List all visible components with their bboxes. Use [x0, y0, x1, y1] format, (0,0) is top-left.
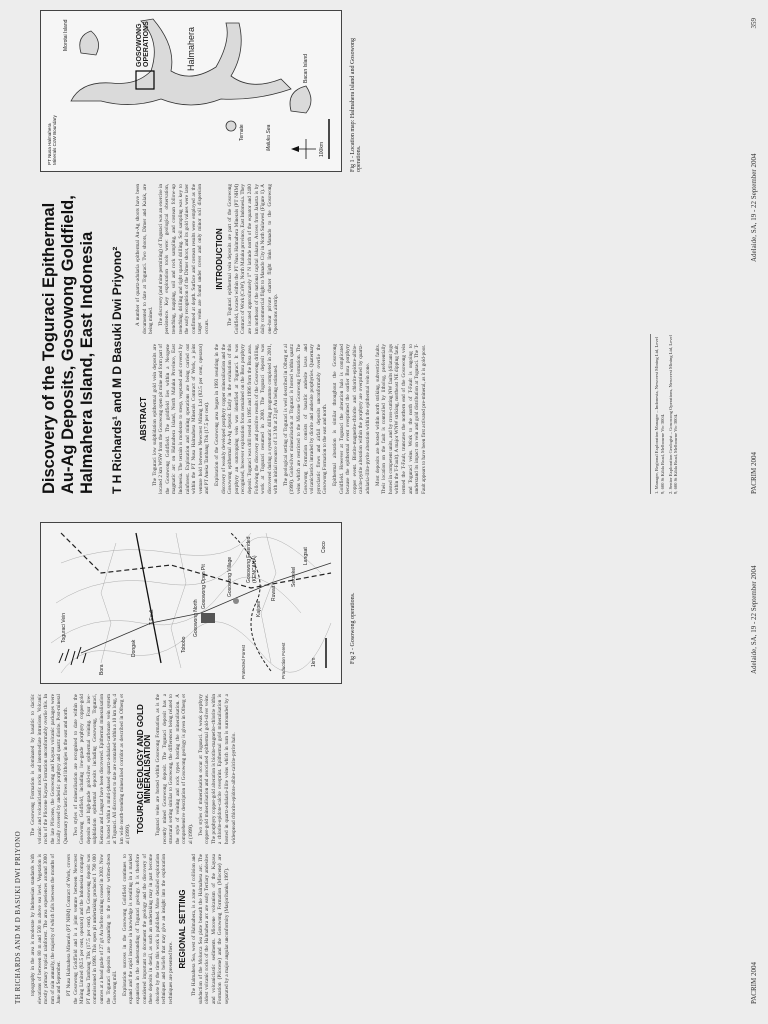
paragraph: Exploration of the Gosowong area began in 1993 resulting in the discovery of weakly developed porphyry copper mineralisation and the Gosowong epithermal Au-Ag deposit. Early in the evaluation of this porphyry an outcropping vein was identified at Toguraci. It was recognised, however exploration focus remained on the Bora porphyry deposit. Toguraci was drill tested in 1995 and 1996 from the Bora area. Following the discovery and positive results of the Gosowong drilling, work at Toguraci resumed in 2000. The Toguraci deposit was discovered during a systematic drilling programme completed in 2001, with an initial resource of 1.3 Mt at 23 g/t Au being estimated.: [213, 344, 280, 494]
footnotes: [650, 334, 681, 494]
map-label-toguraci: Toguraci Vein: [61, 612, 67, 643]
footer-pacrim: PACRIM 2004: [750, 962, 758, 1004]
map-label-t-fault: T Fault: [149, 609, 155, 625]
map-label-bacan: Bacan Island: [303, 54, 309, 83]
paragraph: The Gosowong Formation is dominated by basaltic to dacitic volcanic and volcaniclastic rocks and intermediate intrusions. Volcanic rocks of the Pliocene Kayasa Formation unconformably overlie this. In the late Pliocene, the Gosowong and Kayasa volcanic packages were locally covered by andesitic porphyry and quartz diorite. Post-mineral Quaternary pyroclastic flows and lithologies in the east and north.: [30, 694, 69, 844]
footnote: 1. Manager, Regional Exploration Manager – Indonesia, Newcrest Mining Ltd, Level 9, 600 St Kilda Road, Melbourne Vic 3004.: [654, 337, 665, 494]
paragraph: Two styles of mineralisation occur at Toguraci. A weak porphyry copper-gold mineralisation and associated epithermal gold-silver veins. The porphyry copper-gold alteration is biotite-magnetite-chlorite within a chlorite-epidote-calcite overprint. Epithermal gold mineralisation is hosted in quartz-adularia-illite veins which in turn is surrounded by a widespread chlorite-epidote-albite-calcite-pyrite halo.: [197, 694, 237, 844]
map-label-langsat: Langsat: [303, 547, 309, 565]
right-column-2: [135, 184, 283, 334]
figure-1-location-map: [40, 10, 342, 172]
map-label-gosowong-extended: Gosowong Extended (KENCANA): [246, 536, 258, 583]
paragraph: A number of quartz-adularia epithermal Au-Ag shoots have been documented to date at Toguraci. Two shoots, Dimer and Kalak, are being mined.: [135, 184, 155, 334]
map-legend-cow: PT Nusa Halmahera Minerals CoW Boundary: [47, 115, 57, 165]
map-label-morotai: Morotai Island: [63, 19, 69, 51]
figure-2-caption: Fig 2 - Gosowong operations.: [350, 592, 356, 664]
map-label-gosowong-village: Gosowong Village: [227, 556, 233, 597]
map-label-dongak: Dongak: [131, 639, 137, 657]
paragraph: The discovery (and mine permitting) of Toguraci was an exercise in persistence. Key exploration tools were: geological observation, trenching, mapping, soil and rock sampling, and costean follow-up trenching, drilling and tight spaced drilling. Soil sampling was key to the early recognition of the Dimer shoot, and its gold values were later confirmed at depth. Surface and costean results were employed as the target veins are found under cover and only minor soil dispersion occurs.: [157, 184, 210, 334]
section-heading: INTRODUCTION: [214, 228, 224, 290]
paragraph: Epithermal alteration is similar throughout the Gosowong Goldfield. However at Toguraci the alteration halo is complicated because the epithermal event overprinted the earlier Bora porphyry copper event. Biotite-magnetite-chlorite and chlorite-epidote-albite-calcite-pyrite alteration within the porphyry are overprinted by quartz-adularia-illite-pyrite alteration within the epithermal vein zone.: [332, 344, 371, 494]
left-column-2: [30, 694, 240, 844]
paragraph: The Toguraci low sulphidation epithermal gold vein deposits are located 2 km WSW from the Gosowong open pit mine and form part of the Gosowong Goldfield. The goldfield lies within a Neogene magmatic arc on Halmahera Island, North Maluku Province, East Indonesia. The terrain is moderate to steep, vegetated and covered by rainforest. Exploration and mining operations are being carried out within the PT Nusa Halmahera Minerals Contract of Work, a joint venture held between Newcrest Mining Ltd (82.5 per cent, operator) and PT Aneka Tambang Tbk (17.5 per cent).: [151, 344, 211, 494]
footer-pacrim: PACRIM 2004: [750, 452, 758, 494]
map-label-halmahera: Halmahera: [186, 26, 196, 71]
map-label-gosowong-operations: GOSOWONG OPERATIONS: [136, 21, 150, 67]
map-label-maluku-sea: Maluku Sea: [266, 124, 272, 151]
figure-2-map: [40, 522, 342, 684]
right-column-1: [135, 344, 430, 494]
paper-title: Discovery of the Toguraci Epithermal Au-Ag Deposits, Gosowong Goldfield, Halmahera Island, East Indonesia: [40, 195, 96, 494]
map-label-gosowong-pit: Gosowong Open Pit: [201, 564, 207, 609]
scale-label: 100km: [319, 141, 325, 157]
paragraph: Exploration success in the Gosowong Goldfield continues to expand and the rapid increase in knowledge is resulting in a marked expansion in the understanding of Toguraci geology. It is therefore considered important to document the geology and the discovery of these deposits in detail, as such an undertaking may in part become obsolete by the time this work is published. More detailed exploration techniques and beliefs that may give an insight into the exploration techniques are presented here.: [121, 854, 174, 1004]
paragraph: Most deposits are hosted within north striking, subvertical faults. Their location on the fault is controlled by litholog, preferentially hosted in competent units, and by cross-cutting NW faults (dilatant jogs within the T-Fault). A major WNW striking, northeast NE dipping fault, termed the T-Fault, truncates the northern end of the Gosowong vein and Toguraci veins. Work to the north of T-Fault is ongoing to understand its impact on vein and gold distribution at Toguraci. The T-Fault appears to have been first activated pre-mineral, as it is gold-poor.: [374, 344, 427, 494]
paper-authors: T H Richards¹ and M D Basuki Dwi Priyono²: [110, 246, 124, 494]
figure-1-caption: Fig 1 - Location map: Halmahera Island and Gosowong operations.: [350, 38, 362, 172]
footnote: 2. Senior Exploration Geologist – Gosowong Operations, Newcrest Mining Ltd, Level 9, 600 St Kilda Road, Melbourne Vic 3004.: [667, 335, 679, 494]
map-label-kajipeli: Kajipeli: [256, 600, 262, 617]
page-number: 359: [750, 18, 758, 29]
map-label-ruwait: Ruwait: [271, 585, 277, 601]
map-label-ternate: Ternate: [239, 124, 245, 141]
gosowong-operations-map: [41, 523, 341, 683]
paragraph: Toguraci veins are hosted within Gosowong Formation, as is the recently mined Gosowong deposit. The Toguraci deposit has a structural setting similar to Gosowong, the differences being related to the style of veining and rock types hosting the mineralisation. A comprehensive description of Gosowong geology is given in Olberg et al (1999).: [155, 694, 195, 844]
map-label-coco: Coco: [321, 541, 327, 553]
paragraph: The Halmahera Sea, west of Halmahera, is a zone of collision and subduction of the Molucca Sea plate beneath the Halmahera arc. The oldest volcanic rocks of the Halmahera arc are early Tertiary andesites and volcaniclastic sediments. Miocene volcanism of the Kayasa Formation (Pliocene) and the Gosowong Formation (Miocene) are separated by a major angular unconformity (Marjoribanks, 1997).: [191, 854, 231, 1004]
left-column-1: [30, 854, 234, 1004]
paragraph: PT Nusa Halmahera Minerals (PT NHM) Contract of Work, covers the Gosowong Goldfield and is a joint venture between Newcrest Mining Limited (82.5 per cent, operator) and the Indonesian company PT Aneka Tambang Tbk (17.5 per cent). The Gosowong deposit was commissioned in 1998. This open pit undertaking produced 1 790 000 ounces at a head grade of 27 g/t Au before mining ceased in 2002. Now the Toguraci deposits are expanding to the recently written-down Gosowong mill.: [65, 854, 119, 1004]
section-heading: ABSTRACT: [139, 397, 148, 441]
paragraph: topography in the area is moderate by Indonesian standards with elevations of between 80 m and 500 m above sea level. Vegetation is mostly primary tropical rainforest. The area experiences around 3000 mm of rain annually, the majority of which falls between the months of June and September.: [30, 854, 63, 1004]
section-heading: TOGURACI GEOLOGY AND GOLD MINERALISATION: [135, 704, 152, 834]
map-label-protected-forest: Protected Forest: [241, 645, 246, 679]
section-heading: REGIONAL SETTING: [178, 889, 188, 969]
paragraph: Two styles of mineralisation are recognised to date within the Gosowong Goldfield, including low-grade porphyry copper-gold deposits and high-grade gold-silver epithermal veining. Four low-sulphidation epithermal deposits including Gosowong, Toguraci, Kencana and Langsat have been discovered. Epithermal mineralisation is hosted within a multi-phased quartz-adularia-carbonate vein system at Toguraci. All discoveries to date are contained within a 10 km long, 4 km wide north-trending mineralised corridor as described in Olberg et al (1999).: [72, 694, 132, 844]
footer-conference: Adelaide, SA, 19 - 22 September 2004: [750, 153, 758, 262]
paragraph: The geological setting of Toguraci is well described in Olberg et al (1999). Gold-silver mineralisation at Toguraci is hosted within quartz veins which are restricted to the Miocene Gosowong Formation. The Gosowong Formation consists of basaltic andesite lavas and volcaniclastics intruded by diorite and andesite porphyries. Quaternary pyroclastic flows and airfall deposits unconformably overlie the Gosowong Formation to the east and north.: [282, 344, 329, 494]
map-label-bora: Bora: [99, 664, 105, 675]
paragraph: The Toguraci epithermal vein deposits are part of the Gosowong Goldfield, located within the PT Nusa Halmahera Minerals (PT NHM) Contract of Work (CoW), North Maluku province, East Indonesia. They are located approximately 1° N latitude north of the equator and 2400 km northeast of the national capital Jakarta. Access from Jakarta is by daily commercial flight to Manado City in North Sulawesi (Figure 1). A one-hour private charter flight links Manado to the Gosowong Operations airstrip.: [227, 184, 280, 334]
map-label-seksekel: Seksekel: [291, 566, 297, 587]
map-label-tobobo: Tobobo: [181, 636, 187, 653]
scale-label: 1km: [311, 657, 317, 667]
map-label-gosowong-north: Gosowong North: [193, 599, 199, 637]
running-head: TH RICHARDS AND M D BASUKI DWI PRIYONO: [14, 830, 22, 1004]
footer-conference: Adelaide, SA, 19 - 22 September 2004: [750, 565, 758, 674]
left-page: [0, 511, 768, 1024]
map-label-production-forest: Production Forest: [281, 642, 286, 679]
